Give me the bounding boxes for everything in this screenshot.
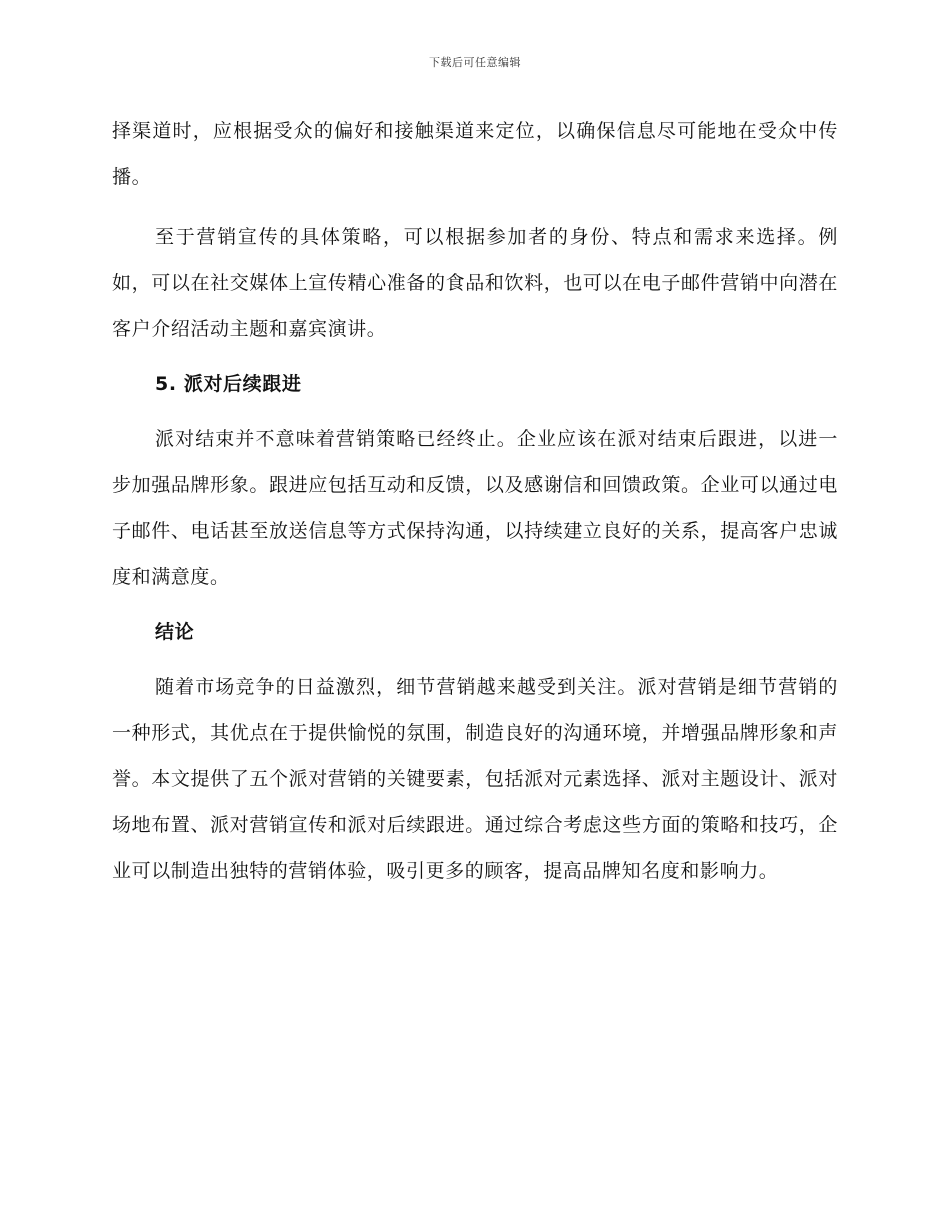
section-heading-follow-up: 5. 派对后续跟进	[155, 373, 302, 395]
paragraph-follow-up: 派对结束并不意味着营销策略已经终止。企业应该在派对结束后跟进，以进一步加强品牌形象。跟进应包括互动和反馈，以及感谢信和回馈政策。企业可以通过电子邮件、电话甚至放送信息等方式保持沟通，以持续建立良好的关系，提高客户忠诚度和满意度。	[112, 428, 838, 588]
paragraph-conclusion: 随着市场竞争的日益激烈，细节营销越来越受到关注。派对营销是细节营销的一种形式，其优点在于提供愉悦的氛围，制造良好的沟通环境，并增强品牌形象和声誉。本文提供了五个派对营销的关键要素，包括派对元素选择、派对主题设计、派对场地布置、派对营销宣传和派对后续跟进。通过综合考虑这些方面的策略和技巧，企业可以制造出独特的营销体验，吸引更多的顾客，提高品牌知名度和影响力。	[112, 676, 838, 882]
paragraph-channel-continuation: 择渠道时，应根据受众的偏好和接触渠道来定位，以确保信息尽可能地在受众中传播。	[112, 120, 838, 188]
paragraph-promotion-strategy: 至于营销宣传的具体策略，可以根据参加者的身份、特点和需求来选择。例如，可以在社交媒体上宣传精心准备的食品和饮料，也可以在电子邮件营销中向潜在客户介绍活动主题和嘉宾演讲。	[112, 226, 838, 340]
section-heading-conclusion: 结论	[155, 621, 195, 643]
header-note: 下载后可任意编辑	[429, 56, 521, 69]
document-body	[112, 108, 838, 908]
